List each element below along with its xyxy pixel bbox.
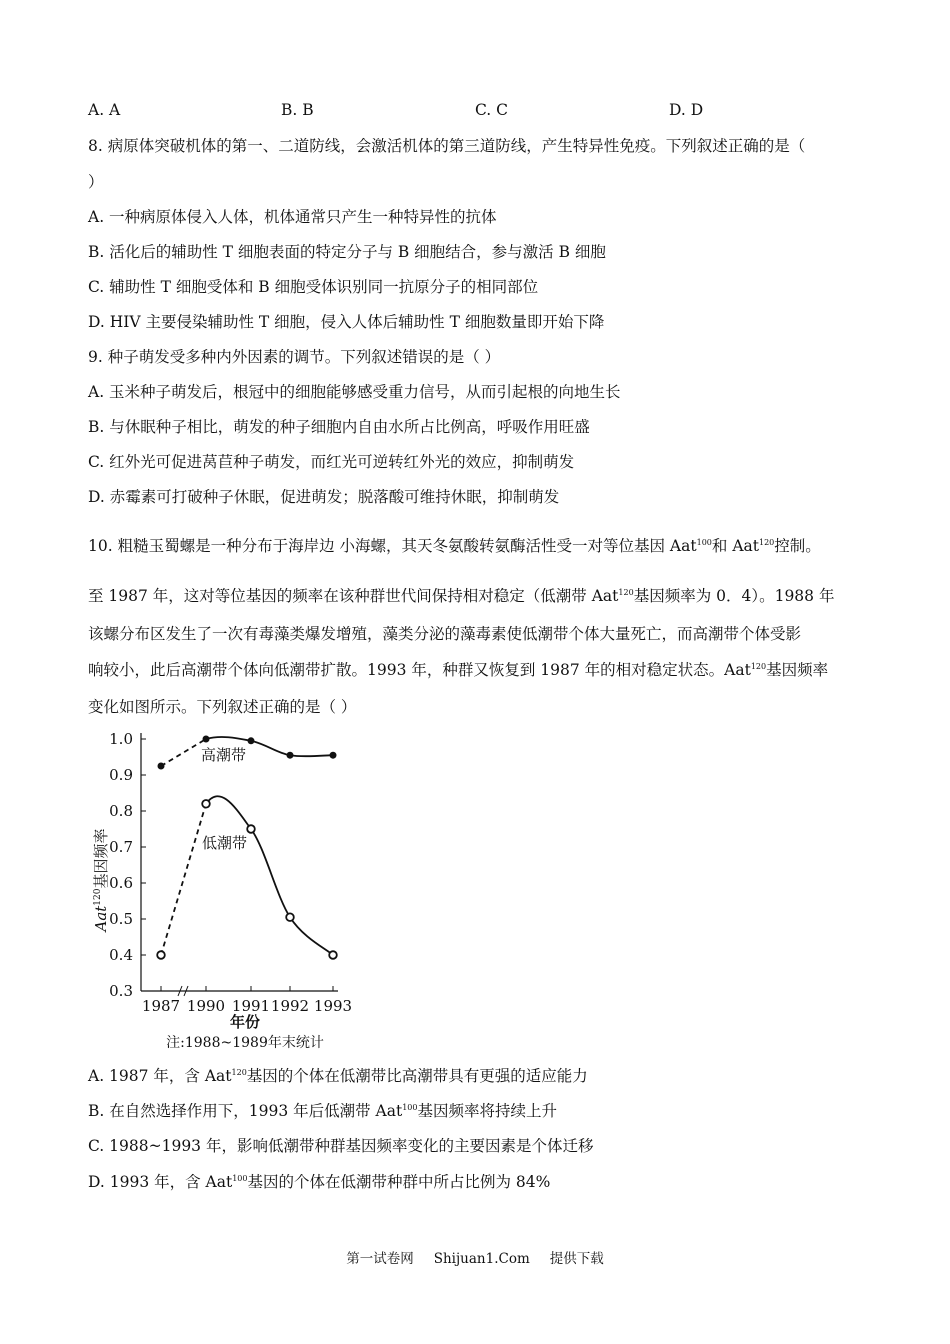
series-line-dashed [161,739,206,766]
q10-stem-line2: 至 1987 年，这对等位基因的频率在该种群世代间保持相对稳定（低潮带 Aat$^{120}$基因频率为 0．4）。1988 年 [88,587,835,605]
q10-stem-line5: 变化如图所示。下列叙述正确的是（ ） [88,698,357,716]
q8-stem: 8. 病原体突破机体的第一、二道防线，会激活机体的第三道防线，产生特异性免疫。下列叙述正确的是（ [88,137,806,155]
q10-stem-line3: 该螺分布区发生了一次有毒藻类爆发增殖，藻类分泌的藻毒素使低潮带个体大量死亡，而高潮带个体受影 [88,625,802,643]
q10-stem-line1: 10. 粗糙玉蜀螺是一种分布于海岸边 小海螺，其天冬氨酸转氨酶活性受一对等位基因 Aat$^{100}$和 Aat$^{120}$控制。 [88,537,821,555]
y-tick-label: 0.7 [109,838,133,856]
data-point-low [329,951,337,959]
data-point-low [286,913,294,921]
data-point-low [157,951,165,959]
y-tick-label: 1.0 [109,730,133,748]
q7-option-d: D. D [669,101,704,119]
q10-stem-line4: 响较小，此后高潮带个体向低潮带扩散。1993 年，种群又恢复到 1987 年的相对稳定状态。Aat$^{120}$基因频率 [88,661,829,679]
x-tick-label: 1991 [231,997,271,1015]
page-footer [0,1247,950,1267]
q8-option-d: D. HIV 主要侵染辅助性 T 细胞，侵入人体后辅助性 T 细胞数量即开始下降 [88,313,605,331]
q8-option-b: B. 活化后的辅助性 T 细胞表面的特定分子与 B 细胞结合，参与激活 B 细胞 [88,243,606,261]
y-tick-label: 0.5 [109,910,133,928]
data-point-high [248,737,255,744]
q8-option-a: A. 一种病原体侵入人体，机体通常只产生一种特异性的抗体 [88,208,497,226]
q10-option-d: D. 1993 年，含 Aat$^{100}$基因的个体在低潮带种群中所占比例为 84% [88,1173,551,1191]
chart-y-label: Aat$^{120}$基因频率 [92,828,110,932]
chart-axes [141,733,338,996]
q9-option-d: D. 赤霉素可打破种子休眠，促进萌发；脱落酸可维持休眠，抑制萌发 [88,488,560,506]
series-label-low: 低潮带 [202,834,248,852]
data-point-high [158,763,165,770]
data-point-high [287,752,294,759]
q10-option-a: A. 1987 年，含 Aat$^{120}$基因的个体在低潮带比高潮带具有更强的适应能力 [88,1067,588,1085]
y-tick-label: 0.8 [109,802,133,820]
q7-option-b: B. B [281,101,314,119]
footer-text: 提供下载 [549,1251,604,1267]
data-point-high [330,752,337,759]
chart-x-ticks [142,986,352,1015]
q9-stem: 9. 种子萌发受多种内外因素的调节。下列叙述错误的是（ ） [88,348,501,366]
q7-option-a: A. A [88,101,121,119]
q9-option-b: B. 与休眠种子相比，萌发的种子细胞内自由水所占比例高，呼吸作用旺盛 [88,418,590,436]
series-label-high: 高潮带 [201,746,247,764]
y-tick-label: 0.9 [109,766,133,784]
data-point-high [203,736,210,743]
x-tick-label: 1993 [313,997,353,1015]
q9-option-a: A. 玉米种子萌发后，根冠中的细胞能够感受重力信号，从而引起根的向地生长 [88,383,621,401]
q10-option-c: C. 1988~1993 年，影响低潮带种群基因频率变化的主要因素是个体迁移 [88,1137,594,1155]
series-line [206,796,333,955]
footer-site-cn: 第一试卷网 [346,1251,414,1267]
footer-site-en: Shijuan1.Com [433,1251,530,1267]
y-tick-label: 0.3 [109,982,133,1000]
x-tick-label: 1987 [141,997,181,1015]
q8-option-c: C. 辅助性 T 细胞受体和 B 细胞受体识别同一抗原分子的相同部位 [88,278,539,296]
q8-stem-close: ） [88,173,104,191]
q10-option-b: B. 在自然选择作用下，1993 年后低潮带 Aat$^{100}$基因频率将持续上升 [88,1102,558,1120]
data-point-low [202,800,210,808]
chart-x-label: 年份 [229,1013,261,1031]
series-line-dashed [161,804,206,955]
x-tick-label: 1992 [270,997,310,1015]
q9-option-c: C. 红外光可促进莴苣种子萌发，而红光可逆转红外光的效应，抑制萌发 [88,453,575,471]
chart-note: 注:1988~1989年末统计 [166,1035,324,1051]
y-tick-label: 0.6 [109,874,133,892]
y-tick-label: 0.4 [109,946,133,964]
x-tick-label: 1990 [186,997,226,1015]
data-point-low [247,825,255,833]
q7-option-c: C. C [475,101,509,119]
gene-frequency-chart [88,722,378,1057]
